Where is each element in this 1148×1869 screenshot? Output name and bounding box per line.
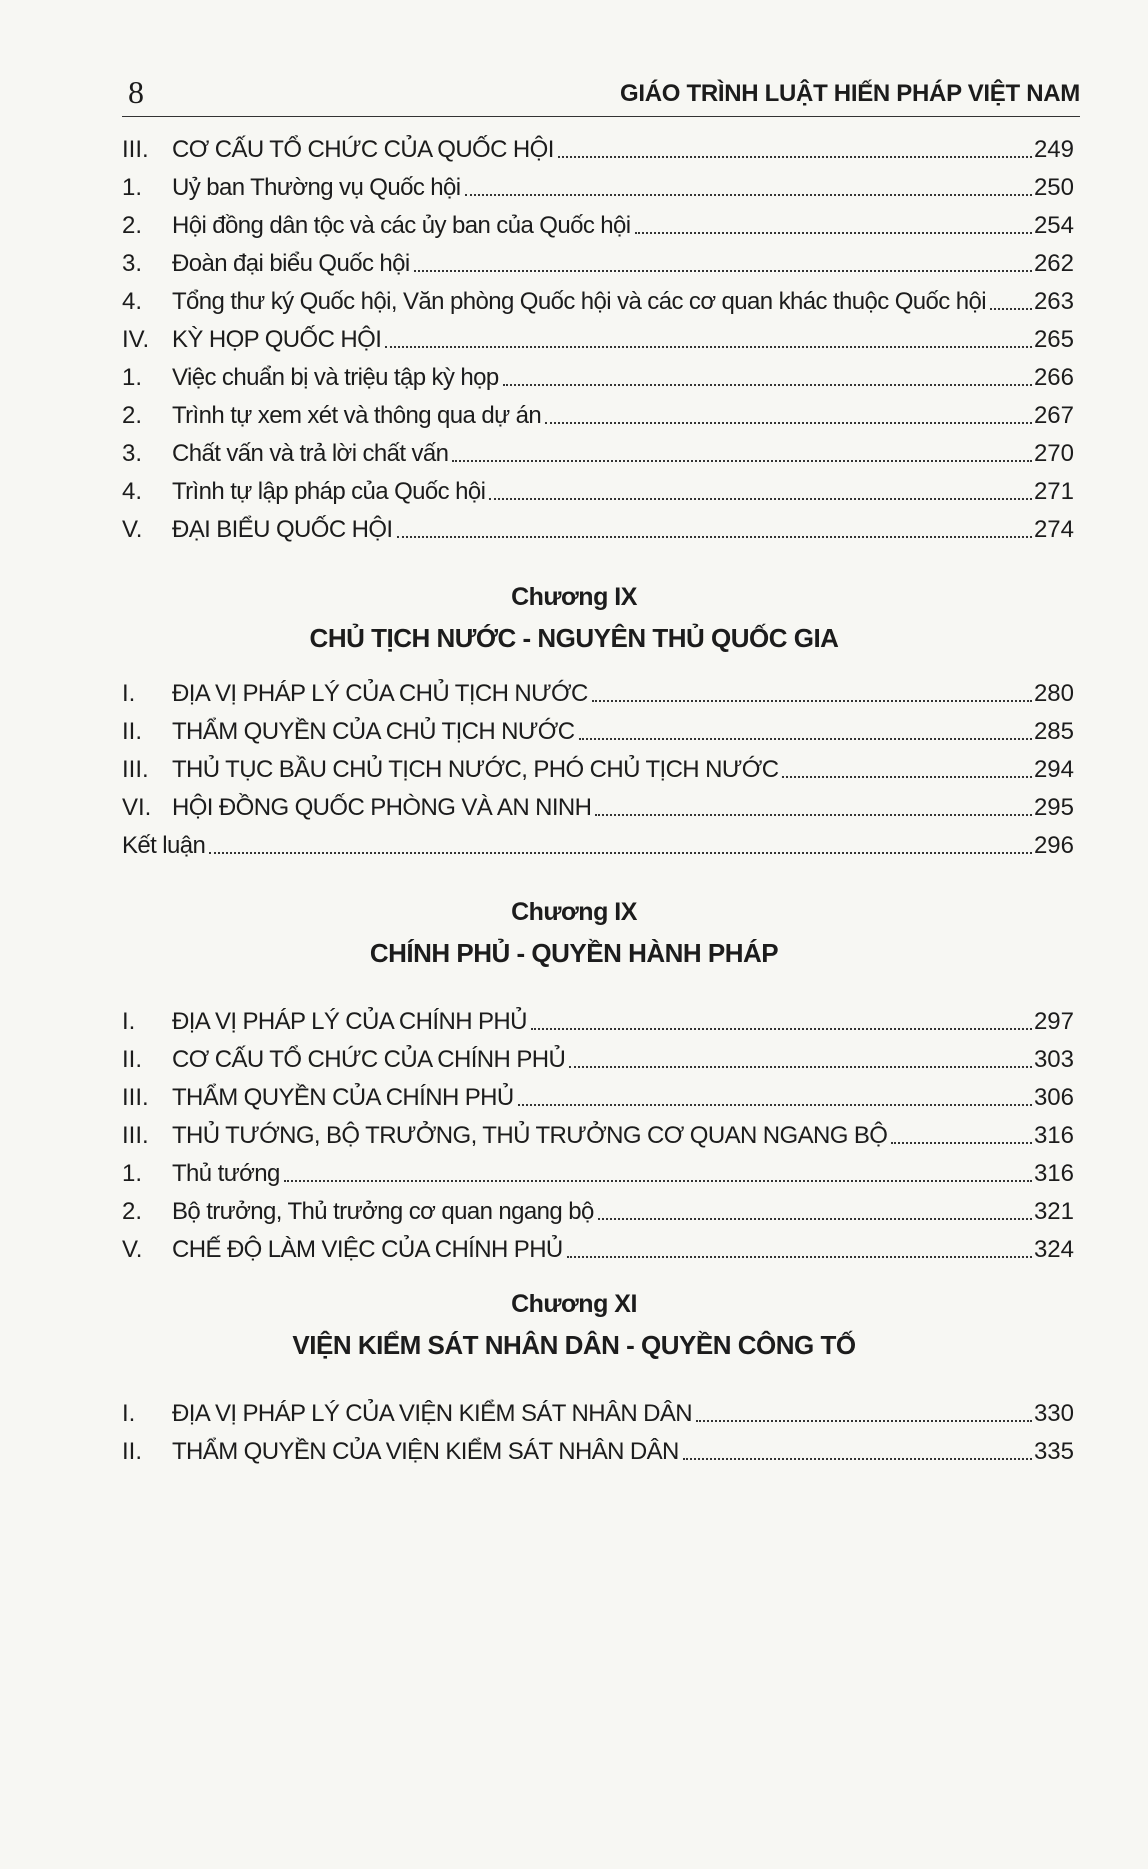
- dot-leader: [782, 775, 1032, 778]
- toc-entry-title: Trình tự lập pháp của Quốc hội: [172, 478, 486, 505]
- toc-entry-page: 330: [1033, 1400, 1074, 1427]
- toc-entry-page: 270: [1033, 440, 1074, 467]
- toc-entry-page: 271: [1033, 478, 1074, 505]
- toc-entry: [122, 1186, 1074, 1226]
- toc-entry-number: II.: [122, 1438, 143, 1465]
- toc-entry-title: Thủ tướng: [172, 1160, 280, 1187]
- toc-entry: [122, 996, 1074, 1036]
- dot-leader: [397, 535, 1032, 538]
- toc-entry: [122, 1224, 1074, 1264]
- toc-entry-number: 2.: [122, 212, 143, 239]
- toc-entry-page: 274: [1033, 516, 1074, 543]
- toc-entry-number: II.: [122, 718, 143, 745]
- toc-entry-number: I.: [122, 680, 136, 707]
- dot-leader: [518, 1103, 1032, 1106]
- dot-leader: [635, 231, 1032, 234]
- toc-entry: [122, 1148, 1074, 1188]
- dot-leader: [579, 737, 1032, 740]
- toc-entry-title: ĐỊA VỊ PHÁP LÝ CỦA CHÍNH PHỦ: [172, 1008, 527, 1035]
- toc-entry-title: THỦ TƯỚNG, BỘ TRƯỞNG, THỦ TRƯỞNG CƠ QUAN NGANG BỘ: [172, 1122, 888, 1149]
- toc-entry-page: 296: [1033, 832, 1074, 859]
- toc-entry-number: 4.: [122, 288, 143, 315]
- toc-entry-number: IV.: [122, 326, 150, 353]
- dot-leader: [489, 497, 1032, 500]
- toc-entry-title: Chất vấn và trả lời chất vấn: [172, 440, 449, 467]
- toc-entry-number: III.: [122, 136, 149, 163]
- toc-entry-title: THỦ TỤC BẦU CHỦ TỊCH NƯỚC, PHÓ CHỦ TỊCH NƯỚC: [172, 756, 779, 783]
- toc-entry: [122, 124, 1074, 164]
- dot-leader: [595, 813, 1032, 816]
- toc-entry-page: 263: [1033, 288, 1074, 315]
- toc-entry-page: 249: [1033, 136, 1074, 163]
- dot-leader: [558, 155, 1032, 158]
- toc-entry-page: 294: [1033, 756, 1074, 783]
- toc-entry-title: Bộ trưởng, Thủ trưởng cơ quan ngang bộ: [172, 1198, 594, 1225]
- toc-entry-page: 254: [1033, 212, 1074, 239]
- toc-entry-page: 280: [1033, 680, 1074, 707]
- dot-leader: [531, 1027, 1032, 1030]
- toc-entry-number: 1.: [122, 364, 143, 391]
- dot-leader: [683, 1457, 1032, 1460]
- toc-entry-number: II.: [122, 1046, 143, 1073]
- page-header: [122, 72, 1080, 117]
- toc-entry-page: 316: [1033, 1160, 1074, 1187]
- toc-entry-title: Kết luận: [122, 832, 206, 859]
- toc-entry: [122, 1388, 1074, 1428]
- toc-entry: [122, 314, 1074, 354]
- toc-entry: [122, 162, 1074, 202]
- toc-entry: [122, 744, 1074, 784]
- toc-entry: [122, 1110, 1074, 1150]
- toc-entry-page: 335: [1033, 1438, 1074, 1465]
- dot-leader: [465, 193, 1032, 196]
- dot-leader: [385, 345, 1032, 348]
- toc-entry-page: 321: [1033, 1198, 1074, 1225]
- toc-entry-page: 250: [1033, 174, 1074, 201]
- toc-entry-number: III.: [122, 1084, 149, 1111]
- toc-entry-page: 306: [1033, 1084, 1074, 1111]
- dot-leader: [452, 459, 1032, 462]
- dot-leader: [569, 1065, 1032, 1068]
- toc-entry: [122, 1426, 1074, 1466]
- toc-entry-page: 324: [1033, 1236, 1074, 1263]
- toc-entry: [122, 504, 1074, 544]
- dot-leader: [990, 307, 1032, 310]
- toc-entry-title: Trình tự xem xét và thông qua dự án: [172, 402, 542, 429]
- toc-entry-page: 262: [1033, 250, 1074, 277]
- toc-entry-title: THẨM QUYỀN CỦA VIỆN KIỂM SÁT NHÂN DÂN: [172, 1438, 679, 1465]
- toc-entry-title: ĐỊA VỊ PHÁP LÝ CỦA VIỆN KIỂM SÁT NHÂN DÂN: [172, 1400, 693, 1427]
- toc-entry-title: CHẾ ĐỘ LÀM VIỆC CỦA CHÍNH PHỦ: [172, 1236, 563, 1263]
- toc-entry-page: 297: [1033, 1008, 1074, 1035]
- dot-leader: [209, 851, 1032, 854]
- toc-entry: [122, 200, 1074, 240]
- toc-entry: [122, 1034, 1074, 1074]
- dot-leader: [414, 269, 1032, 272]
- toc-entry-number: V.: [122, 516, 143, 543]
- toc-entry-page: 265: [1033, 326, 1074, 353]
- toc-entry-number: I.: [122, 1400, 136, 1427]
- toc-entry: [122, 466, 1074, 506]
- toc-entry-number: 3.: [122, 250, 143, 277]
- toc-entry-number: III.: [122, 756, 149, 783]
- toc-entry-number: 1.: [122, 1160, 143, 1187]
- dot-leader: [567, 1255, 1032, 1258]
- toc-entry: [122, 238, 1074, 278]
- toc-entry-page: 266: [1033, 364, 1074, 391]
- running-title: GIÁO TRÌNH LUẬT HIẾN PHÁP VIỆT NAM: [619, 80, 1080, 107]
- dot-leader: [592, 699, 1032, 702]
- dot-leader: [598, 1217, 1032, 1220]
- toc-entry-title: Hội đồng dân tộc và các ủy ban của Quốc hội: [172, 212, 631, 239]
- toc-entry-page: 303: [1033, 1046, 1074, 1073]
- toc-entry-page: 295: [1033, 794, 1074, 821]
- toc-entry-title: CƠ CẤU TỔ CHỨC CỦA QUỐC HỘI: [172, 136, 554, 163]
- toc-entry: [122, 428, 1074, 468]
- toc-entry: [122, 820, 1074, 860]
- toc-entry-number: 2.: [122, 1198, 143, 1225]
- toc-entry-title: Tổng thư ký Quốc hội, Văn phòng Quốc hội và các cơ quan khác thuộc Quốc hội: [172, 288, 986, 315]
- toc-entry-page: 316: [1033, 1122, 1074, 1149]
- chapter-label: Chương IX: [511, 898, 637, 926]
- dot-leader: [284, 1179, 1032, 1182]
- toc-entry-number: 2.: [122, 402, 143, 429]
- toc-entry-page: 267: [1033, 402, 1074, 429]
- page-number: 8: [128, 74, 144, 110]
- dot-leader: [891, 1141, 1032, 1144]
- toc-entry-title: THẨM QUYỀN CỦA CHÍNH PHỦ: [172, 1084, 514, 1111]
- toc-entry: [122, 276, 1074, 316]
- toc-entry-number: 3.: [122, 440, 143, 467]
- toc-entry-title: Việc chuẩn bị và triệu tập kỳ họp: [172, 364, 499, 391]
- toc-entry-title: THẨM QUYỀN CỦA CHỦ TỊCH NƯỚC: [172, 718, 575, 745]
- chapter-label: Chương IX: [511, 583, 637, 611]
- toc-entry: [122, 706, 1074, 746]
- toc-entry: [122, 782, 1074, 822]
- chapter-title: CHÍNH PHỦ - QUYỀN HÀNH PHÁP: [369, 938, 779, 968]
- toc-entry-title: KỲ HỌP QUỐC HỘI: [172, 326, 382, 353]
- toc-entry: [122, 352, 1074, 392]
- toc-entry-title: ĐỊA VỊ PHÁP LÝ CỦA CHỦ TỊCH NƯỚC: [172, 680, 588, 707]
- toc-entry-number: VI.: [122, 794, 152, 821]
- dot-leader: [696, 1419, 1032, 1422]
- dot-leader: [503, 383, 1032, 386]
- toc-entry-title: Đoàn đại biểu Quốc hội: [172, 250, 410, 277]
- toc-entry: [122, 668, 1074, 708]
- toc-entry-title: Uỷ ban Thường vụ Quốc hội: [172, 174, 461, 201]
- toc-entry-page: 285: [1033, 718, 1074, 745]
- toc-entry: [122, 1072, 1074, 1112]
- chapter-label: Chương XI: [511, 1290, 637, 1318]
- toc-entry-number: I.: [122, 1008, 136, 1035]
- toc-entry-title: ĐẠI BIỂU QUỐC HỘI: [172, 516, 393, 543]
- toc-entry: [122, 390, 1074, 430]
- toc-entry-title: CƠ CẤU TỔ CHỨC CỦA CHÍNH PHỦ: [172, 1046, 566, 1073]
- chapter-title: VIỆN KIỂM SÁT NHÂN DÂN - QUYỀN CÔNG TỐ: [292, 1330, 856, 1360]
- toc-entry-number: V.: [122, 1236, 143, 1263]
- dot-leader: [545, 421, 1032, 424]
- toc-entry-title: HỘI ĐỒNG QUỐC PHÒNG VÀ AN NINH: [172, 794, 592, 821]
- toc-entry-number: 1.: [122, 174, 143, 201]
- chapter-title: CHỦ TỊCH NƯỚC - NGUYÊN THỦ QUỐC GIA: [309, 623, 839, 653]
- toc-entry-number: 4.: [122, 478, 143, 505]
- toc-entry-number: III.: [122, 1122, 149, 1149]
